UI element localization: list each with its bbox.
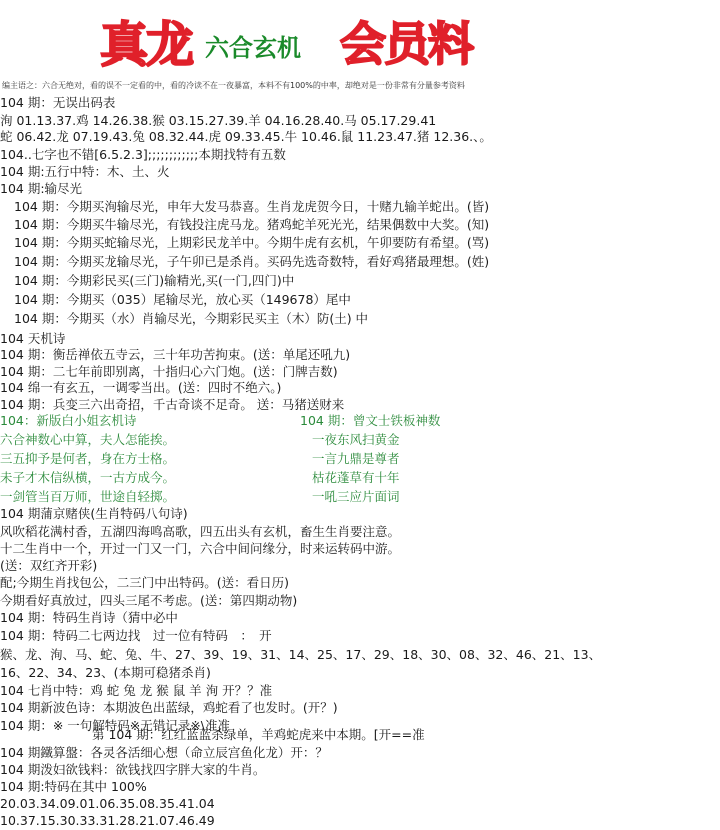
line-27: 猴、龙、洵、马、蛇、兔、牛、27、39、19、31、14、25、17、29、18、30、08、32、46、21、13、 (0, 647, 602, 662)
line-15: 104 期：衡岳禅依五寺云，三十年功苦拘束。(送：单尾还吼九) (0, 347, 351, 362)
line-28: 16、22、34、23、(本期可稳猪杀肖) (0, 665, 211, 680)
line-20: 风吹稻花满村香，五湖四海鸣高歌，四五出头有玄机，畜生生肖要注意。 (0, 524, 401, 539)
line-37: 10.37.15.30.33.31.28.21.07.46.49 (0, 813, 215, 828)
line-33: 104 期鐵算盤：各灵各活细心想（命立辰宫鱼化龙）开：？ (0, 745, 328, 760)
green-right-2: 一夜东风扫黄金 (312, 432, 400, 447)
line-19: 104 期蒲京赌侠(生肖特码八句诗) (0, 506, 188, 521)
line-34: 104 期泼妇欲钱料：欲钱找四字胖大家的牛肖。 (0, 762, 266, 777)
disclaimer: 编主语之：六合无绝对，看的误不一定看的中，看的冷读不在一夜暴富，本料不有100%的中率，却绝对是一份非常有分量参考资料 (2, 81, 465, 90)
green-left-3: 三五抑予是何者，身在方士格。 (0, 451, 176, 466)
green-right-4: 枯花蓬草有十年 (312, 470, 400, 485)
green-right-1: 104 期：曾文士铁板神数 (300, 413, 441, 428)
line-11: 104 期：今期彩民买(三门)输精光,买(一门,四门)中 (14, 273, 295, 288)
green-left-1: 104：新版白小姐玄机诗 (0, 413, 137, 428)
banner (0, 0, 720, 74)
line-26: 104 期：特码二七两边找 过一位有特码 ： 开 (0, 628, 272, 643)
line-4: 104..七字也不错[6.5.2.3];;;;;;;;;;;;本期找特有五数 (0, 147, 286, 162)
line-9: 104 期：今期买蛇输尽光，上期彩民龙羊中。今期牛虎有玄机，午卯要防有希望。(骂) (14, 235, 490, 250)
line-23: 配;今期生肖找包公，二三门中出特码。(送：看日历) (0, 575, 289, 590)
banner-middle-title: 六合玄机 (205, 33, 301, 62)
line-25: 104 期：特码生肖诗（猜中必中 (0, 610, 178, 625)
line-1: 104 期：无误出码表 (0, 95, 116, 110)
green-right-5: 一吼三应片面词 (312, 489, 400, 504)
line-6: 104 期:输尽光 (0, 181, 83, 196)
line-22: (送：双红齐开彩) (0, 558, 98, 573)
line-30: 104 期新波色诗：本期波色出蓝绿，鸡蛇看了也发时。(开？) (0, 700, 338, 715)
green-left-2: 六合神数心中算，夫人怎能挨。 (0, 432, 176, 447)
banner-left-title: 真龙 (100, 17, 193, 73)
line-18: 104 期：兵变三六出奇招，千古奇谈不足奇。 送：马猪送财来 (0, 397, 345, 412)
line-7: 104 期：今期买洵输尽光，申年大发马恭喜。生肖龙虎贺今日，十赌九输羊蛇出。(皆) (14, 199, 490, 214)
line-13: 104 期：今期买（水）肖输尽光，今期彩民买主（木）防(土) 中 (14, 311, 369, 326)
line-16: 104 期：二七年前即别离，十指归心六门炮。(送：门牌吉数) (0, 364, 338, 379)
line-32: 第 104 期：红红蓝蓝杀绿单，羊鸡蛇虎来中本期。[开==准 (92, 727, 425, 742)
line-36: 20.03.34.09.01.06.35.08.35.41.04 (0, 796, 215, 811)
line-12: 104 期：今期买（035）尾输尽光，放心买（149678）尾中 (14, 292, 351, 307)
line-3: 蛇 06.42.龙 07.19.43.兔 08.32.44.虎 09.33.45.牛 10.46.鼠 11.23.47.猪 12.36.、。 (0, 129, 492, 144)
line-35: 104 期:特码在其中 100% (0, 779, 147, 794)
line-24: 今期看好真放过，四头三尾不考虑。(送：第四期动物) (0, 593, 298, 608)
line-17: 104 绵一有玄五，一调零当出。(送：四时不绝六。) (0, 380, 282, 395)
line-2: 洵 01.13.37.鸡 14.26.38.猴 03.15.27.39.羊 04.16.28.40.马 05.17.29.41 (0, 113, 437, 128)
line-5: 104 期:五行中特：木、土、火 (0, 164, 170, 179)
green-right-3: 一言九鼎是尊者 (312, 451, 400, 466)
line-10: 104 期：今期买龙输尽光，子午卯已是杀肖。买码先选奇数特，看好鸡猪最理想。(姓) (14, 254, 490, 269)
green-left-4: 未子才木信纵横，一古方成今。 (0, 470, 176, 485)
banner-right-title: 会员料 (340, 17, 472, 71)
green-left-5: 一剑管当百万师，世途自轻掷。 (0, 489, 176, 504)
line-14: 104 天机诗 (0, 331, 66, 346)
line-29: 104 七肖中特：鸡 蛇 兔 龙 猴 鼠 羊 洵 开？？准 (0, 683, 273, 698)
line-8: 104 期：今期买牛输尽光，有钱投注虎马龙。猪鸡蛇羊死光光，结果偶数中大奖。(知) (14, 217, 490, 232)
line-21: 十二生肖中一个，开过一门又一门，六合中间问缘分，时来运转码中游。 (0, 541, 401, 556)
line-31: 104 期：※ 一句解特码※无错记录※\准准 (0, 718, 230, 733)
